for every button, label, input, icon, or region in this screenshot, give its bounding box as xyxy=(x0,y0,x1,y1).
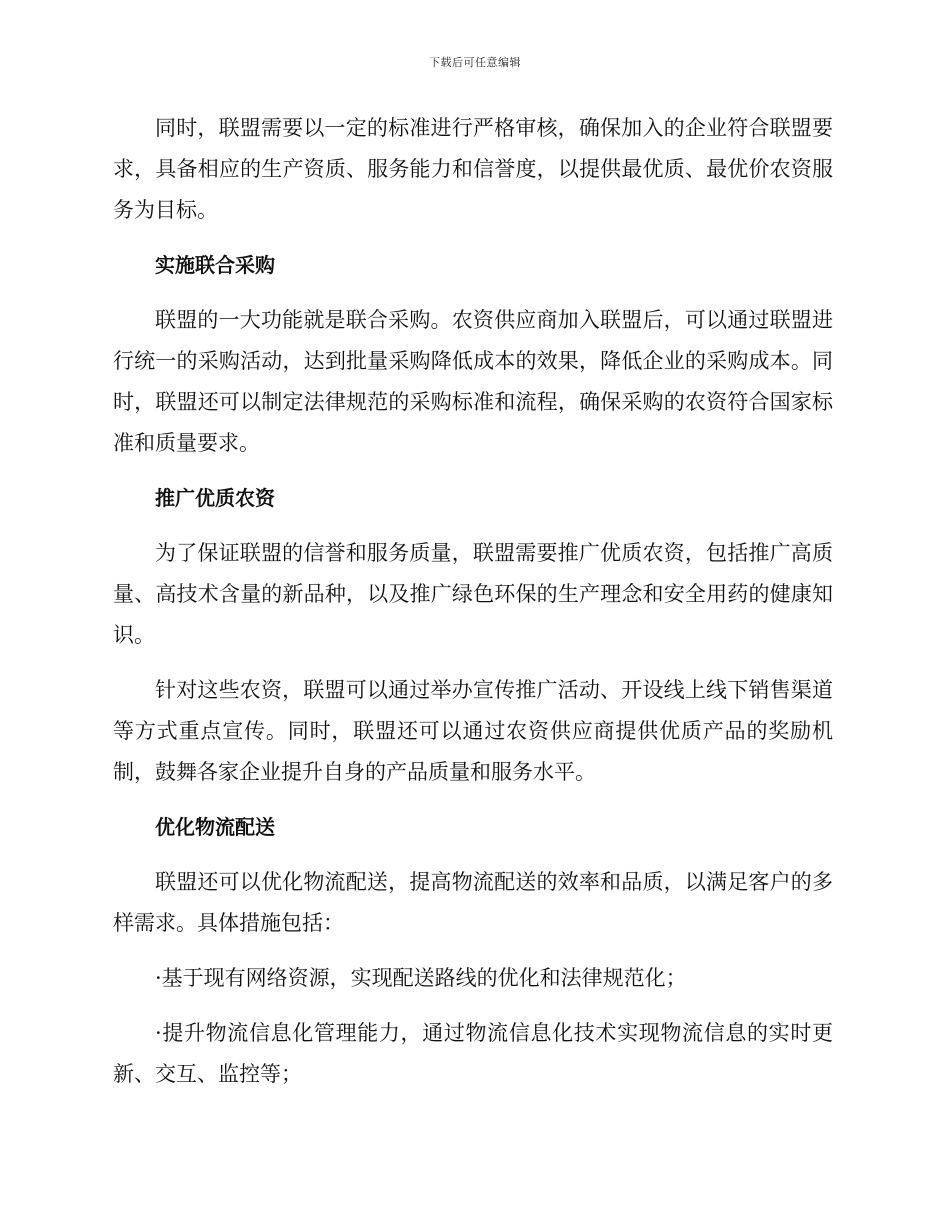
bullet-item: ·基于现有网络资源，实现配送路线的优化和法律规范化； xyxy=(155,966,687,990)
paragraph: 联盟还可以优化物流配送，提高物流配送的效率和品质，以满足客户的多样需求。具体措施包括： xyxy=(113,870,833,935)
bullet-item: ·提升物流信息化管理能力，通过物流信息化技术实现物流信息的实时更新、交互、监控等； xyxy=(113,1021,833,1086)
paragraph: 针对这些农资，联盟可以通过举办宣传推广活动、开设线上线下销售渠道等方式重点宣传。同时，联盟还可以通过农资供应商提供优质产品的奖励机制，鼓舞各家企业提升自身的产品质量和服务水平。 xyxy=(113,678,833,784)
section-heading: 推广优质农资 xyxy=(155,486,275,510)
section-heading: 实施联合采购 xyxy=(155,253,275,277)
paragraph: 联盟的一大功能就是联合采购。农资供应商加入联盟后，可以通过联盟进行统一的采购活动，达到批量采购降低成本的效果，降低企业的采购成本。同时，联盟还可以制定法律规范的采购标准和流程，确保采购的农资符合国家标准和质量要求。 xyxy=(113,308,833,455)
section-heading: 优化物流配送 xyxy=(155,815,275,839)
document-body xyxy=(113,108,833,1109)
paragraph: 为了保证联盟的信誉和服务质量，联盟需要推广优质农资，包括推广高质量、高技术含量的新品种，以及推广绿色环保的生产理念和安全用药的健康知识。 xyxy=(113,541,833,647)
page-header: 下载后可任意编辑 xyxy=(429,56,521,69)
paragraph: 同时，联盟需要以一定的标准进行严格审核，确保加入的企业符合联盟要求，具备相应的生产资质、服务能力和信誉度，以提供最优质、最优价农资服务为目标。 xyxy=(113,116,833,222)
